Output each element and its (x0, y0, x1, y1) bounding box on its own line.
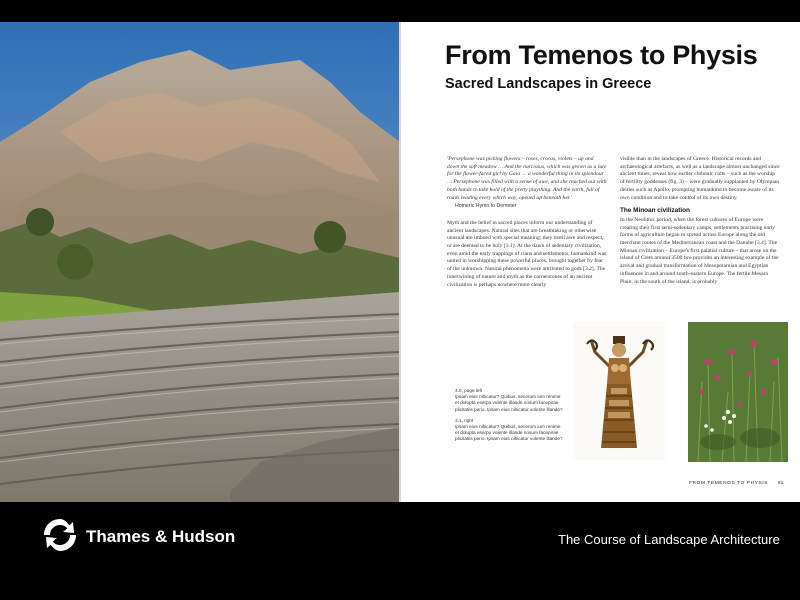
landscape-photo-delphi (0, 22, 400, 502)
caption-1 (455, 388, 565, 413)
caption-2-label: 3.1, right (455, 417, 474, 423)
text-column-right (620, 156, 780, 286)
caption-2-text: Ipsam eius nihicatur? Quibus, secerum ium renime et dolupta eserpo volente illande nosum facepirae plicitatiis perio. Ipsam eius nihicatur volente illande? (455, 424, 563, 442)
body-paragraph-1: Myth and the belief in sacred places inform our understanding of ancient landscapes. Natural sites that are breathtaking or otherwise unusual are imbued with special meaning: they instil awe and respect, or are deemed to be holy [3.1]. At the dawn of sedentary civilization, even amid the early trappings of clans and settlements, humankind was united in worshipping these powerful places, brought together by fear of the unknown. Natural phenomena were attributed to gods [3.2]. The intertwining of nature and myth as the cornerstones of an ancient civilization is perhaps nowhere more clearly (447, 219, 607, 288)
body-paragraph-3: In the Neolithic period, when the forest cultures of Europe were creating their first semi-sedentary camps, settlements practising early forms of agriculture began to spread across Europe along the old merchant routes of the Mediterranean coast and the Danube [3.4]. The Minoan civilization – Europe's first palatial culture – that arose on the island of Crete around 3500 bce provides an interesting example of the arrival and gradual transformation of Mesopotamian and Egyptian influences in and around south-eastern Europe. The fertile Mesara Plain, in the south of the island, is probably (620, 216, 779, 285)
page-number: 61 (778, 481, 784, 486)
thames-hudson-logo-icon (42, 517, 78, 553)
body-paragraph-2: visible than in the landscapes of Greece. Historical records and archaeological artefacts, as well as a landscape almost unchanged since ancient times, reveal how earlier chthonic cults – such as the worship of fertility goddesses (fig. 3) – were gradually supplanted by Olympian deities such as Apollo, prompting humankind to become aware of its own condition and to take control of its own destiny. (620, 156, 780, 201)
mountain-theatre-illustration (0, 22, 400, 502)
right-page (401, 22, 800, 502)
figure-captions (455, 388, 565, 448)
book-spread (0, 22, 800, 502)
epigraph-quote: 'Persephone was picking flowers – roses, crocus, violets – up and down the soft meadow … And the narcissus, which was grown as a lure for the flower-faced girl by Gaia … a wonderful thing in its splendour … Persephone was filled with a sense of awe, and she reached out with both hands to take hold of the pretty plaything. And the earth, full of roads leading every which way, opened up beneath her.' (447, 156, 607, 201)
publisher-name: Thames & Hudson (86, 527, 236, 546)
running-footer: FROM TEMENOS TO PHYSIS (689, 481, 769, 486)
course-title: The Course of Landscape Architecture (558, 532, 780, 547)
wildflower-meadow-image (688, 322, 788, 462)
publisher-footer-bar (0, 502, 800, 600)
text-column-left (447, 156, 607, 289)
chapter-title: From Temenos to Physis (445, 40, 758, 70)
snake-goddess-figure-image (573, 322, 665, 460)
caption-1-text: Ipsam eius nihicatur? Quibus, secerum ium renime et dolupta eserpo volente illande nosum facepirae plicitatiis perio. Ipsam eius nihicatur volente illande? (455, 394, 563, 412)
chapter-subtitle: Sacred Landscapes in Greece (445, 76, 652, 92)
section-heading: The Minoan civilization (620, 207, 690, 215)
caption-1-label: 3.0, page left (455, 388, 483, 393)
caption-2 (455, 418, 565, 443)
epigraph-attribution: Homeric Hymn to Demeter (455, 203, 517, 210)
